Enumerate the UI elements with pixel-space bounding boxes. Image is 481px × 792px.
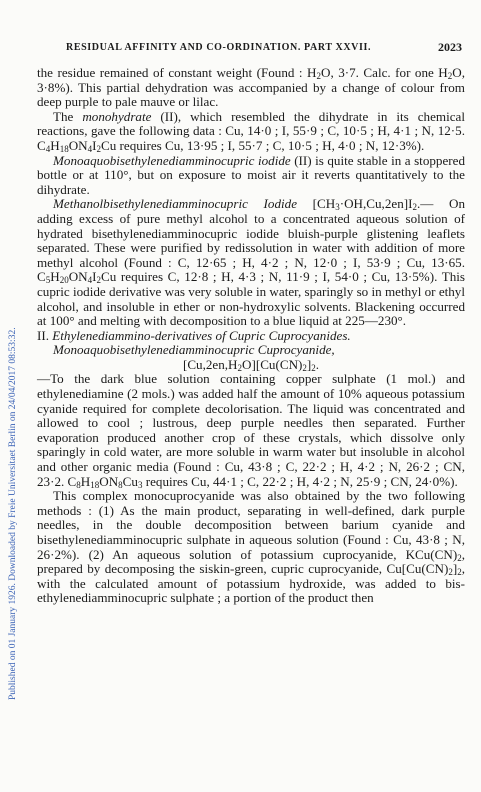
text-run: ON — [68, 137, 88, 153]
paragraph-stability — [37, 154, 465, 198]
italic-text: monohydrate — [82, 108, 152, 124]
paragraph-alternative-methods — [37, 489, 465, 606]
text-run: [CH — [297, 196, 336, 212]
italic-text: Methanolbisethylenediamminocupric Iodide — [53, 196, 298, 212]
italic-text: Monoaquobisethylenediamminocupric iodide — [53, 152, 291, 168]
subscript: 2 — [96, 275, 101, 286]
paragraph-methanol-iodide — [37, 197, 465, 328]
text-run: O, 3·7. Calc. for one H — [320, 65, 448, 80]
subscript: 18 — [90, 479, 100, 490]
subscript: 2 — [448, 567, 453, 578]
subscript: 2 — [96, 143, 101, 154]
text-run: , with the calculated amount of potassium hydroxide, was added to bis-ethylenediamminocupric sulphate ; a portion of the product then — [37, 561, 465, 606]
text-run: I — [92, 137, 97, 153]
subscript: 2 — [237, 362, 243, 373]
text-run: .— On adding excess of pure methyl alcohol to a concentrated aqueous solution of hydrated bisethylenediamminocupric iodide bluish-purple glistening leaflets separated. These were purified by redissolution in water with addition of more methyl alcohol (Found : C, 12·65 ; H, 4·2 ; N, 12·0 ; I, 53·9 ; Cu, 13·65. C — [37, 196, 465, 285]
publication-side-note[interactable]: Published on 01 January 1926. Downloaded by Freie Universitaet Berlin on 24/04/2017 08:53:32. — [8, 327, 18, 700]
paragraph-monohydrate — [37, 110, 465, 154]
text-run: requires Cu, 44·1 ; C, 22·2 ; H, 4·2 ; N, 25·9 ; CN, 24·0%). — [142, 473, 458, 489]
subscript: 20 — [59, 275, 69, 286]
page-number: 2023 — [438, 40, 462, 54]
text-run: O, 3·8%). This partial dehydration was accompanied by a change of colour from deep purple to pale mauve or lilac. — [37, 65, 465, 110]
subscript: 2 — [302, 362, 307, 373]
subscript: 3 — [335, 202, 340, 213]
text-run: ] — [452, 561, 458, 577]
subscript: 4 — [45, 143, 51, 154]
text-run: —To the dark blue solution containing copper sulphate (1 mol.) and ethylenediamine (2 mols.) was added half the amount of 10% aqueous potassium cyanide required for complete decolorisation. The liquid was concentrated and allowed to cool ; lustrous, deep purple needles then separated. Further evaporation produced another crop of these crystals, which dissolve only sparingly in cold water, are more soluble in warm water but insoluble in alcohol and other organic media (Found : Cu, 43·8 ; C, 22·2 ; H, 4·2 ; N, 26·2 ; CN, 23·2. C — [37, 371, 465, 489]
compound-name-heading — [37, 343, 465, 358]
text-run: (II), which resembled the dihydrate in its chemical reactions, gave the following data : Cu, 14·0 ; I, 55·9 ; C, 10·5 ; H, 4·1 ; N, 12·5. C — [37, 108, 465, 153]
text-run: (II) is quite stable in a stoppered bottle or at 110°, but on exposure to moist air it reverts quantitatively to the dihydrate. — [37, 152, 465, 197]
running-header — [56, 40, 462, 56]
subscript: 8 — [118, 479, 123, 490]
subscript: 2 — [311, 362, 316, 373]
subscript: 4 — [87, 143, 93, 154]
text-run: H — [50, 137, 60, 153]
section-heading — [37, 329, 465, 344]
text-run: ] — [306, 356, 312, 372]
subscript: 3 — [137, 479, 143, 490]
paragraph-dehydration — [37, 66, 465, 110]
italic-text: Ethylenediammino-derivatives of Cupric Cuprocyanides. — [52, 327, 351, 343]
text-run: ON — [68, 269, 88, 285]
text-run: ON — [99, 473, 119, 489]
subscript: 2 — [457, 567, 462, 578]
paragraph-preparation — [37, 372, 465, 489]
text-run: This complex monocuprocyanide was also obtained by the two following methods : (1) As the main product, separating in well-defined, dark purple needles, in the double decomposition between barium cyanide and bisethylenediamminocupric sulphate in aqueous solution (Found : Cu, 43·8 ; N, 26·2%). (2) An aqueous solution of potassium cuprocyanide, KCu(CN) — [37, 488, 465, 562]
subscript: 2 — [412, 202, 417, 213]
text-run: H — [50, 269, 60, 285]
subscript: 18 — [59, 143, 69, 154]
text-run: ·OH,Cu,2en]I — [339, 196, 413, 212]
compound-formula-heading — [37, 358, 465, 373]
subscript: 5 — [45, 275, 51, 286]
text-run: , prepared by decomposing the siskin-green, cupric cuprocyanide, Cu[Cu(CN) — [37, 546, 465, 577]
text-run: the residue remained of constant weight (Found : H — [37, 65, 317, 80]
subscript: 4 — [87, 275, 93, 286]
text-run: . — [315, 356, 320, 372]
text-run: H — [80, 473, 91, 489]
text-run: I — [92, 269, 97, 285]
text-run: Cu — [122, 473, 138, 489]
subscript: 8 — [76, 479, 81, 490]
italic-text: Monoaquobisethylenediamminocupric Cuprocyanide, — [53, 342, 335, 358]
article-body — [37, 66, 465, 606]
text-run: The — [53, 108, 83, 124]
subscript: 2 — [316, 71, 321, 81]
text-run: Cu requires C, 12·8 ; H, 4·3 ; N, 11·9 ; I, 54·0 ; Cu, 13·5%). This cupric iodide derivative was very soluble in water, sparingly so in methyl or ethyl alcohol, and insoluble in ether or non-hydroxylic solvents. Blackening occurred at 100° and melting with decomposition to a blue liquid at 225—230°. — [37, 269, 465, 329]
subscript: 2 — [447, 71, 453, 81]
subscript: 2 — [457, 552, 462, 563]
text-run: Cu requires Cu, 13·95 ; I, 55·7 ; C, 10·5 ; H, 4·0 ; N, 12·3%). — [101, 137, 425, 153]
side-note-strip — [0, 0, 18, 792]
running-title: RESIDUAL AFFINITY AND CO-ORDINATION. PART XXVII. — [66, 42, 372, 53]
text-run: II. — [37, 327, 53, 343]
text-run: [Cu,2en,H — [182, 356, 238, 372]
text-run: O][Cu(CN) — [242, 356, 303, 372]
